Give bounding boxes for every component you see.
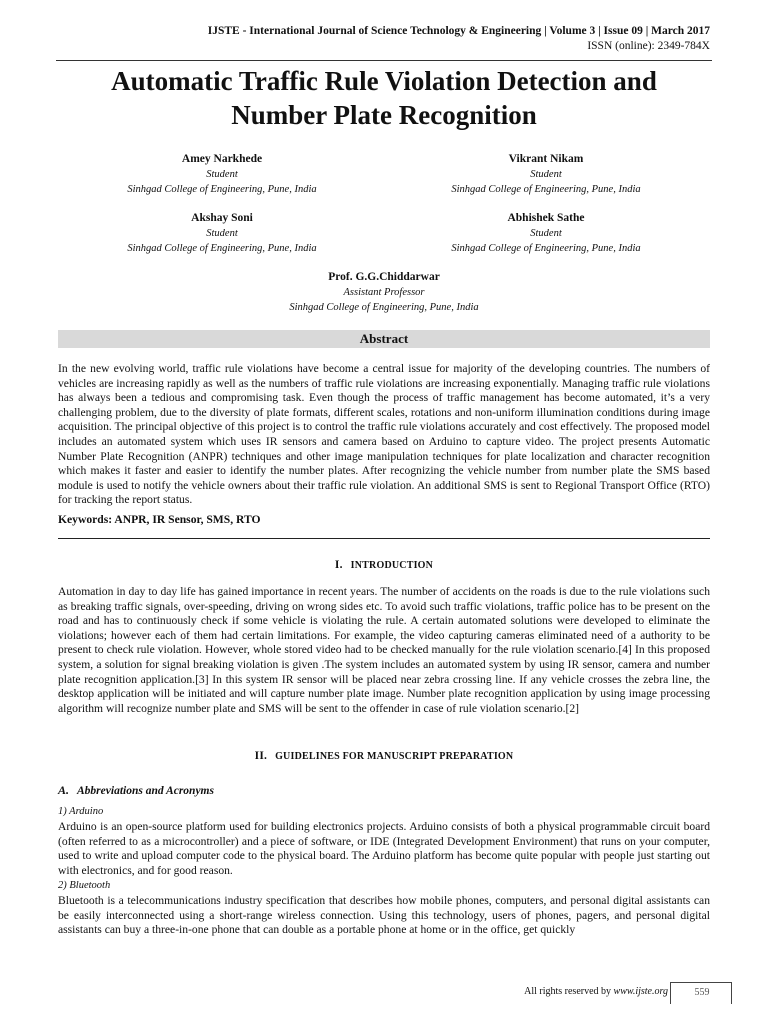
author-name: Prof. G.G.Chiddarwar [328,271,440,283]
author-role: Student [530,169,562,180]
website-link[interactable]: www.ijste.org [613,986,668,997]
author-affiliation: Sinhgad College of Engineering, Pune, India [127,184,317,195]
header-divider [56,60,712,61]
abstract-divider [58,538,710,539]
subsection-title: Abbreviations and Acronyms [77,785,214,797]
introduction-text: Automation in day to day life has gained importance in recent years. The number of accidents on the roads is due to the rule violations such as breaking traffic signals, over-speeding, driving on wrong sides etc. To avoid such traffic violations, traffic police has to be present on the road and has to continuously check if some vehicle is violating the rule. A certain automated solutions were developed to eliminate the violations; however each of them had certain limitations. For example, the video capturing cameras eliminated need of a authority to be present to check rule violation. However, whole stored video had to be checked manually for the rule violation scenario.[4] In this proposed system, a solution for signal breaking violation is given .The system includes an automated system by using IR sensor, camera and number plate recognition application.[3] In this system IR sensor will be placed near zebra crossing line. If any vehicle crosses the zebra line, the desktop application will be initiated and will capture number plate image. Number plate recognition application by using image processing algorithm will recognize number plate and SMS will be sent to the offender in case of rule violation scenario.[2] [58,585,710,715]
abstract-heading: Abstract [58,330,710,348]
author-name: Abhishek Sathe [507,212,585,224]
page-box-left-border [670,982,671,1004]
author-block [234,269,534,315]
section-title: GUIDELINES FOR MANUSCRIPT PREPARATION [275,751,514,762]
author-role: Student [206,228,238,239]
author-affiliation: Sinhgad College of Engineering, Pune, India [451,184,641,195]
paper-title-line-1: Automatic Traffic Rule Violation Detection and [111,66,657,96]
author-block [396,151,696,197]
author-name: Akshay Soni [191,212,253,224]
author-block [396,210,696,256]
author-block [72,151,372,197]
page-number: 559 [694,987,710,998]
subsection-heading [58,783,214,798]
keywords: Keywords: ANPR, IR Sensor, SMS, RTO [58,513,261,526]
section-number: I. [334,559,343,571]
arduino-text: Arduino is an open-source platform used for building electronics projects. Arduino consists of both a physical programmable circuit board (often referred to as a microcontroller) and a piece of software, or IDE (Integrated Development Environment) that runs on your computer, used to write and upload computer code to the physical board. The Arduino platform has become quite popular with people just starting out with electronics, and for good reason. [58,820,710,877]
item-label-bluetooth: 2) Bluetooth [58,880,111,891]
bluetooth-text: Bluetooth is a telecommunications industry specification that describes how mobile phones, computers, and personal digital assistants can be easily interconnected using a short-range wireless connection. Using this technology, users of phones, pagers, and personal digital assistants can buy a three-in-one phone that can double as a portable phone at home or in the office, get quickly [58,894,710,937]
subsection-letter: A. [58,783,70,797]
section-number: II. [254,750,268,762]
author-affiliation: Sinhgad College of Engineering, Pune, India [127,243,317,254]
author-name: Amey Narkhede [181,153,263,165]
journal-citation: IJSTE - International Journal of Science Technology & Engineering | Volume 3 | Issue 09 | March 2017 [207,25,710,37]
page-box-right-border [731,982,732,1004]
issn: ISSN (online): 2349-784X [587,40,710,52]
paper-title-line-2: Number Plate Recognition [231,100,537,130]
section-title: INTRODUCTION [350,560,434,571]
item-label-arduino: 1) Arduino [58,806,104,817]
page-box-top-border [670,982,732,983]
author-name: Vikrant Nikam [508,153,584,165]
paper-title [56,64,712,132]
footer-rights [524,986,668,997]
section-heading-introduction [0,559,768,571]
rights-text: All rights reserved by [524,986,612,997]
author-affiliation: Sinhgad College of Engineering, Pune, India [451,243,641,254]
author-role: Student [206,169,238,180]
author-role: Student [530,228,562,239]
author-role: Assistant Professor [343,287,425,298]
abstract-text: In the new evolving world, traffic rule violations have become a central issue for majority of the developing countries. The numbers of vehicles are increasing rapidly as well as the numbers of traffic rule violations are increasing exponentially. Managing traffic rule violations has always been a tedious and compromising task. Even though the process of traffic management has become automated, it’s a very challenging problem, due to the diversity of plate formats, different scales, rotations and non-uniform illumination conditions during image acquisition. The principal objective of this project is to control the traffic rule violations accurately and cost effectively. The proposed model includes an automated system which uses IR sensors and camera based on Arduino to capture video. The project presents Automatic Number Plate Recognition (ANPR) techniques and other image manipulation techniques for plate localization and character recognition which makes it faster and easier to identify the number plates. After recognizing the vehicle number from number plate the SMS based module is used to notify the vehicle owners about their traffic rule violation. An additional SMS is sent to Regional Transport Office (RTO) for tracking the report status. [58,362,710,507]
author-block [72,210,372,256]
section-heading-guidelines [0,750,768,762]
author-affiliation: Sinhgad College of Engineering, Pune, India [289,302,479,313]
journal-header [208,24,710,54]
